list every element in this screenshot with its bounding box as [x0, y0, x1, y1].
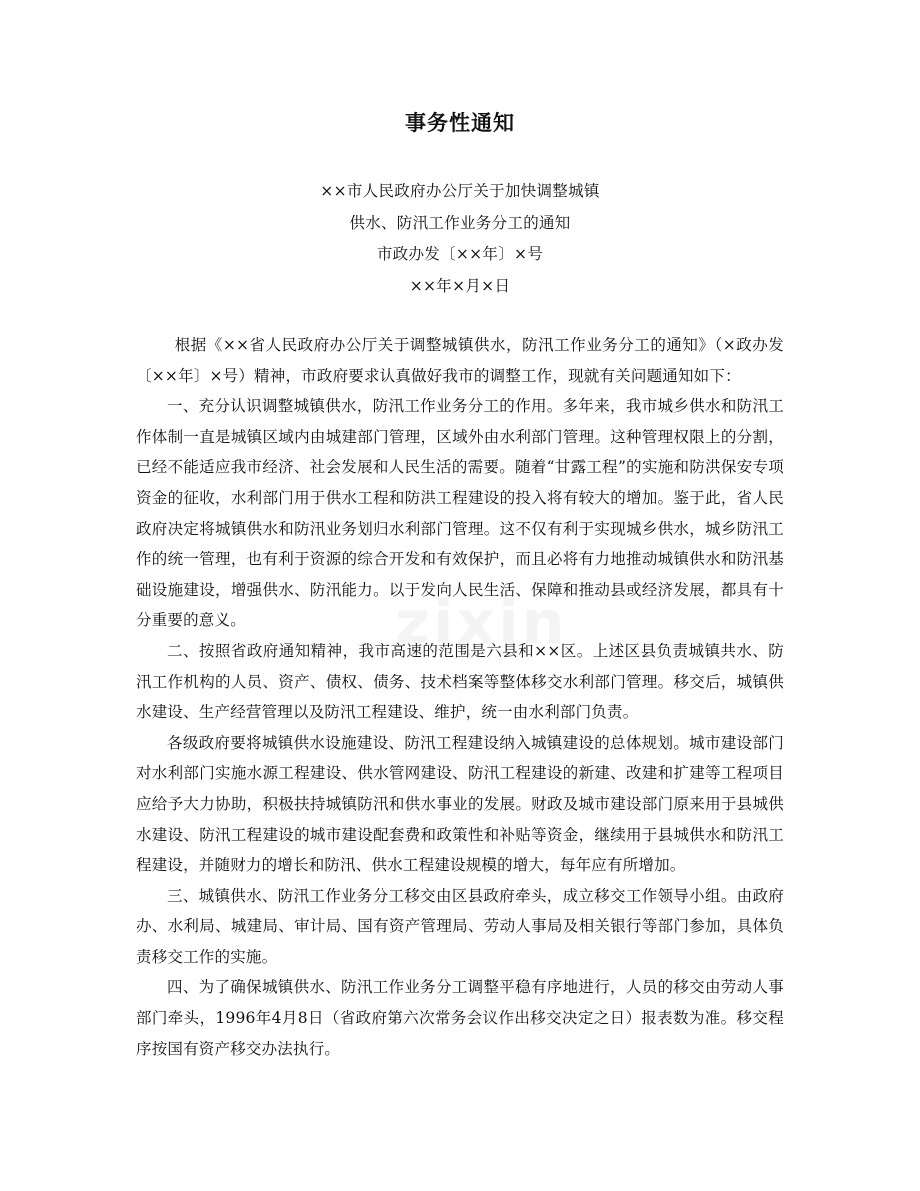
section-3-paragraph: 三、城镇供水、防汛工作业务分工移交由区县政府牵头，成立移交工作领导小组。由政府办、水利局、城建局、审计局、国有资产管理局、劳动人事局及相关银行等部门参加，具体负责移交工作的实施。 — [136, 886, 784, 966]
subject-line-2: 供水、防汛工作业务分工的通知 — [349, 213, 571, 232]
notice-header — [0, 176, 920, 302]
document-body — [136, 330, 784, 1064]
document-date: ××年×月×日 — [409, 276, 511, 295]
section-2-paragraph: 二、按照省政府通知精神，我市高速的范围是六县和××区。上述区县负责城镇共水、防汛工作机构的人员、资产、债权、债务、技术档案等整体移交水利部门管理。移交后，城镇供水建设、生产经营管理以及防汛工程建设、维护，统一由水利部门负责。 — [136, 641, 784, 722]
section-2-continuation-paragraph: 各级政府要将城镇供水设施建设、防汛工程建设纳入城镇建设的总体规划。城市建设部门对水利部门实施水源工程建设、供水管网建设、防汛工程建设的新建、改建和扩建等工程项目应给予大力协助，积极扶持城镇防汛和供水事业的发展。财政及城市建设部门原来用于县城供水建设、防汛工程建设的城市建设配套费和政策性和补贴等资金，继续用于县城供水和防汛工程建设，并随财力的增长和防汛、供水工程建设规模的增大，每年应有所增加。 — [136, 733, 784, 875]
section-1-paragraph: 一、充分认识调整城镇供水，防汛工作业务分工的作用。多年来，我市城乡供水和防汛工作体制一直是城镇区域内由城建部门管理，区域外由水利部门管理。这种管理权限上的分割，已经不能适应我市经济、社会发展和人民生活的需要。随着“甘露工程”的实施和防洪保安专项资金的征收，水利部门用于供水工程和防洪工程建设的投入将有较大的增加。鉴于此，省人民政府决定将城镇供水和防汛业务划归水利部门管理。这不仅有利于实现城乡供水，城乡防汛工作的统一管理，也有利于资源的综合开发和有效保护，而且必将有力地推动城镇供水和防汛基础设施建设，增强供水、防汛能力。以于发向人民生活、保障和推动县或经济发展，都具有十分重要的意义。 — [136, 397, 784, 630]
watermark: zixin — [395, 588, 568, 658]
intro-paragraph: 根据《××省人民政府办公厅关于调整城镇供水，防汛工作业务分工的通知》（×政办发〔××年〕×号）精神，市政府要求认真做好我市的调整工作，现就有关问题通知如下： — [136, 336, 784, 385]
document-number: 市政办发〔××年〕×号 — [376, 245, 544, 263]
section-4-paragraph: 四、为了确保城镇供水、防汛工作业务分工调整平稳有序地进行，人员的移交由劳动人事部门牵头，1996年4月8日（省政府第六次常务会议作出移交决定之日）报表数为准。移交程序按国有资产移交办法执行。 — [136, 978, 784, 1058]
subject-line-1: ××市人民政府办公厅关于加快调整城镇 — [320, 182, 600, 200]
document-title: 事务性通知 — [405, 111, 515, 135]
